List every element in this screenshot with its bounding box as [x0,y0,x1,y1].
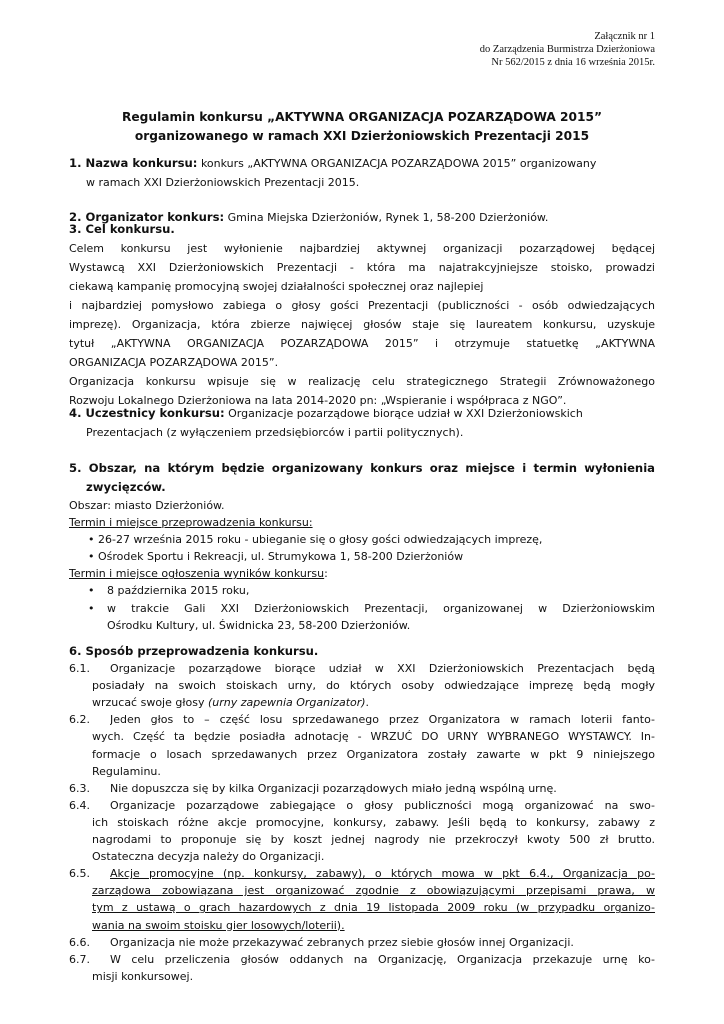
list-item [69,582,655,599]
point-text: misji konkursowej. [92,969,194,983]
section-text: konkurs „AKTYWNA ORGANIZACJA POZARZĄDOWA 2015” organizowany [197,157,597,170]
point-text: Organizacje pozarządowe biorące udział w XXI Dzierżoniowskich Prezentacjach będą [110,662,655,676]
section-label: 4. Uczestnicy konkursu: [69,406,225,420]
point-text: tym z ustawą o grach hazardowych z dnia 19 listopada 2009 roku (w przypadku organizo- [92,901,655,915]
paragraph-line: Celem konkursu jest wyłonienie najbardziej aktywnej organizacji pozarządowej będącej [69,242,655,255]
point-6-7 [69,951,655,968]
attachment-date: Nr 562/2015 z dnia 16 września 2015r. [491,57,655,68]
point-6-6 [69,934,655,951]
section-4 [69,404,655,442]
list-item-text: 26-27 września 2015 roku - ubieganie się o głosy gości odwiedzających imprezę, [98,533,543,547]
section-heading: 5. Obszar, na którym będzie organizowany konkurs oraz miejsce i termin wyłonienia [69,461,655,475]
point-text: Organizacje pozarządowe zabiegające o głosy publiczności mogą organizować na swo- [110,798,655,812]
point-text: Jeden głos to – część losu sprzedawanego przez Organizatora w ramach loterii fanto- [110,713,655,727]
point-text: wania na swoim stoisku gier losowych/loterii). [92,918,345,932]
section-1 [69,154,655,192]
bullet-icon: • [88,533,95,547]
list-item-text: Ośrodku Kultury, ul. Świdnicka 23, 58-200 Dzierżoniów. [107,618,411,632]
point-6-1 [69,660,655,677]
section-text: Prezentacjach (z wyłączeniem przedsiębiorców i partii politycznych). [86,426,464,439]
point-6-4 [69,797,655,814]
point-text: formacje o losach sprzedawanych przez Organizatora zostały zawarte w pkt 9 niniejszego [92,747,655,761]
section-3 [69,220,655,410]
point-text: Ostateczna decyzja należy do Organizacji. [92,850,325,864]
point-text: wrzucać swoje głosy [92,696,208,710]
paragraph-line: Wystawcą XXI Dzierżoniowskich Prezentacji - która ma najatrakcyjniejsze stoisko, prowadzi [69,261,655,274]
bullet-icon: • [88,601,95,615]
point-text: . [365,696,370,710]
results-label: Termin i miejsce ogłoszenia wyników konkursu [69,567,325,581]
list-item [69,531,655,548]
list-item-text: 8 października 2015 roku, [107,584,250,598]
section-text: Gmina Miejska Dzierżoniów, Rynek 1, 58-200 Dzierżoniów. [224,211,549,224]
point-text: zarządowa zobowiązana jest organizować zgodnie z obowiązującymi przepisami prawa, w [92,884,655,898]
paragraph-line: Organizacja konkursu wpisuje się w realizację celu strategicznego Strategii Zrównoważonego [69,375,655,388]
point-6-5 [69,865,655,882]
paragraph-line: ORGANIZACJA POZARZĄDOWA 2015”. [69,356,279,369]
attachment-ordinance: do Zarządzenia Burmistrza Dzierżoniowa [479,44,655,55]
bullet-icon: • [88,584,95,598]
point-text: posiadały na swoich stoiskach urny, do których osoby odwiedzające imprezę będą mogły [92,679,655,693]
point-number: 6.7. [69,952,90,966]
point-text: Regulaminu. [92,764,161,778]
point-6-3 [69,780,655,797]
title-line: organizowanego w ramach XXI Dzierżoniowskich Prezentacji 2015 [134,129,590,143]
paragraph-line: tytuł „AKTYWNA ORGANIZACJA POZARZĄDOWA 2015” i otrzymuje statuetkę „AKTYWNA [69,337,655,350]
section-text: Organizacje pozarządowe biorące udział w XXI Dzierżoniowskich [224,407,583,420]
point-6-2 [69,711,655,728]
section-heading: zwycięzców. [86,480,166,494]
list-item-text: w trakcie Gali XXI Dzierżoniowskich Prezentacji, organizowanej w Dzierżoniowskim [107,601,655,615]
section-text: w ramach XXI Dzierżoniowskich Prezentacji 2015. [86,176,360,189]
point-text: Organizacja nie może przekazywać zebranych przez siebie głosów innej Organizacji. [110,935,574,949]
section-5 [69,459,655,634]
point-text: Nie dopuszcza się by kilka Organizacji pozarządowych miało jedną wspólną urnę. [110,781,557,795]
point-number: 6.4. [69,798,90,812]
document-title [69,108,655,146]
point-text: wych. Część ta będzie posiadła adnotację - WRZUĆ DO URNY WYBRANEGO WYSTAWCY. In- [92,730,655,744]
area-text: Obszar: miasto Dzierżoniów. [69,499,225,512]
list-item [69,600,655,617]
point-text: ich stoiskach różne akcje promocyjne, konkursy, zabawy. Jeśli będą to konkursy, zabawy z [92,815,655,829]
list-item-text: Ośrodek Sportu i Rekreacji, ul. Strumykowa 1, 58-200 Dzierżoniów [98,550,464,564]
point-text: W celu przeliczenia głosów oddanych na Organizację, Organizacja przekazuje urnę ko- [110,952,655,966]
title-line: Regulamin konkursu „AKTYWNA ORGANIZACJA POZARZĄDOWA 2015” [122,110,602,124]
colon: : [324,567,328,581]
point-text: nagrodami to proponuje się by koszt jednej nagrody nie przekroczył kwoty 500 zł brutto. [92,833,655,847]
term-label: Termin i miejsce przeprowadzenia konkursu: [69,516,313,530]
point-text: Akcje promocyjne (np. konkursy, zabawy), o których mowa w pkt 6.4., Organizacja po- [110,867,655,881]
section-label: 2. Organizator konkurs: [69,210,225,224]
point-number: 6.2. [69,713,90,727]
point-number: 6.5. [69,867,90,881]
list-item [69,548,655,565]
section-heading: 3. Cel konkursu. [69,222,175,236]
attachment-header [480,30,655,69]
bullet-icon: • [88,550,95,564]
point-number: 6.6. [69,935,90,949]
section-heading: 6. Sposób przeprowadzenia konkursu. [69,644,319,658]
section-6 [69,643,655,985]
point-text-italic: (urny zapewnia Organizator) [207,696,366,710]
attachment-number: Załącznik nr 1 [594,31,655,42]
point-number: 6.3. [69,781,90,795]
section-label: 1. Nazwa konkursu: [69,156,198,170]
paragraph-line: imprezę). Organizacja, która zbierze najwięcej głosów staje się laureatem konkursu, uzyskuje [69,318,655,331]
paragraph-line: Rozwoju Lokalnego Dzierżoniowa na lata 2014-2020 pn: „Wspieranie i współpraca z NGO”. [69,394,567,407]
point-number: 6.1. [69,662,90,676]
paragraph-line: ciekawą kampanię promocyjną swojej działalności społecznej oraz najlepiej [69,280,484,293]
paragraph-line: i najbardziej pomysłowo zabiega o głosy gości Prezentacji (publiczności - osób odwiedzających [69,299,655,312]
